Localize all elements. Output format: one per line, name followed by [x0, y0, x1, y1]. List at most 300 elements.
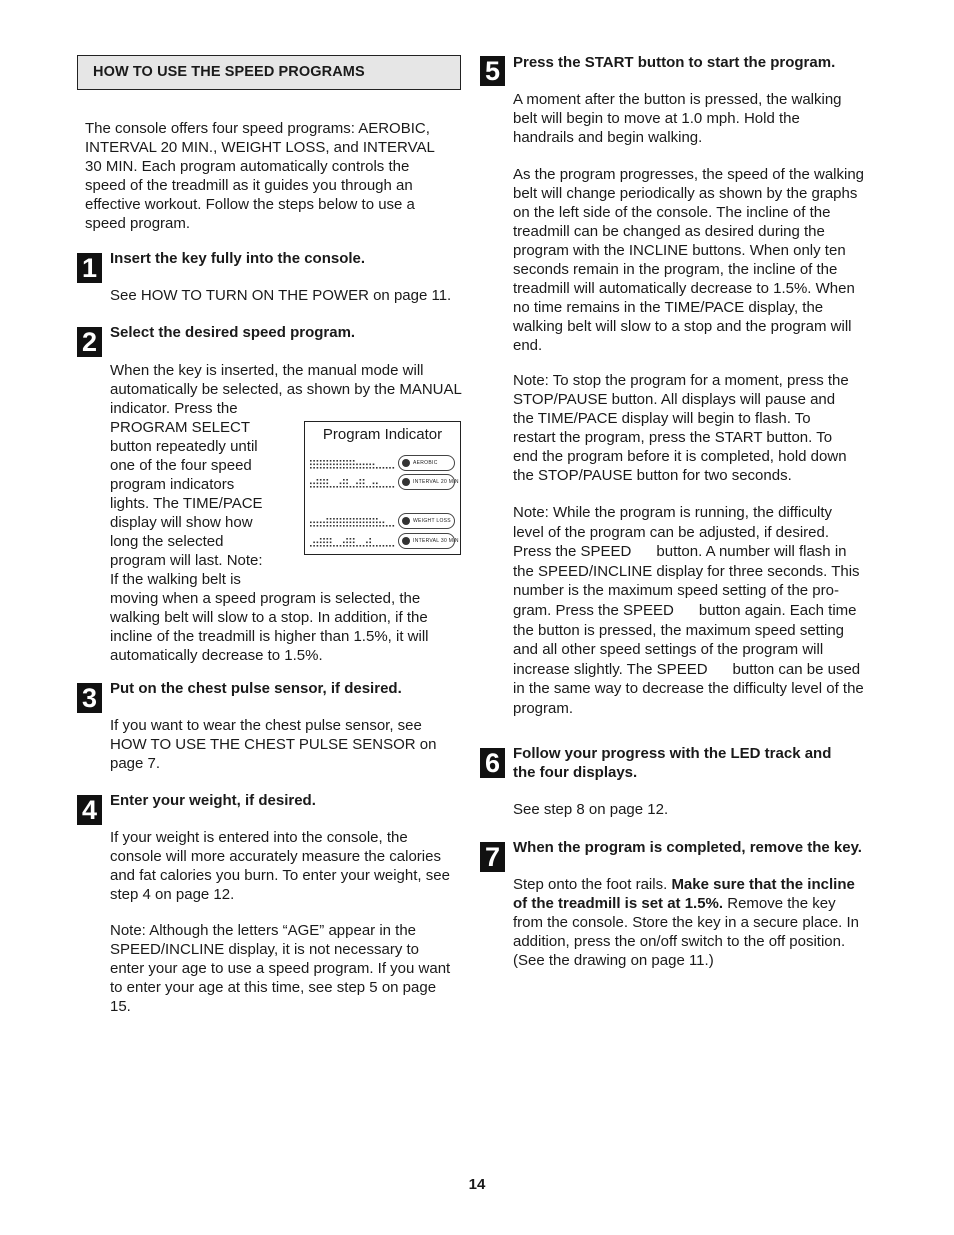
speed-profile-dot [336, 464, 338, 466]
speed-profile-dot [323, 525, 325, 527]
speed-profile-dot [383, 486, 385, 488]
speed-profile-dot [310, 483, 312, 485]
speed-profile-dot [376, 522, 378, 524]
step-7-emphasis: of the treadmill is set at 1.5%. [513, 895, 724, 912]
speed-profile-dot [383, 525, 385, 527]
step-4-line: console will more accurately measure the calories [110, 848, 441, 865]
step-5-line: As the program progresses, the speed of the walking [513, 166, 865, 183]
speed-profile-dot [369, 467, 371, 469]
speed-profile-dot [373, 464, 375, 466]
step-6-number: 6 [480, 748, 505, 778]
speed-profile-dot [346, 525, 348, 527]
speed-profile-dot [327, 479, 329, 481]
step-3-line: page 7. [110, 755, 161, 772]
speed-profile-dot [353, 525, 355, 527]
speed-profile-dot [323, 545, 325, 547]
speed-profile-dot [317, 486, 319, 488]
speed-profile-dot [356, 483, 358, 485]
speed-profile-dot [373, 545, 375, 547]
speed-profile-dot [313, 467, 315, 469]
speed-profile-dot [350, 518, 352, 520]
speed-profile-dot [343, 525, 345, 527]
speed-profile-dot [313, 545, 315, 547]
speed-profile-dot [343, 483, 345, 485]
speed-profile-dot [373, 486, 375, 488]
speed-profile-dot [320, 545, 322, 547]
program-row-aerobic [305, 454, 460, 472]
speed-profile-dot [383, 467, 385, 469]
step-7-number: 7 [480, 842, 505, 872]
speed-profile-dot [327, 525, 329, 527]
speed-profile-dot [350, 467, 352, 469]
step-5-line: Note: While the program is running, the difficulty [513, 504, 833, 521]
speed-profile-dot [366, 518, 368, 520]
speed-profile-dot [369, 464, 371, 466]
step-2-line: automatically be selected, as shown by the MANUAL [110, 381, 462, 398]
speed-profile-dot [346, 538, 348, 540]
speed-profile-dot [356, 486, 358, 488]
speed-profile-dot [379, 486, 381, 488]
step-3-line: HOW TO USE THE CHEST PULSE SENSOR on [110, 736, 437, 753]
speed-profile-dot [327, 464, 329, 466]
speed-profile-dot [336, 486, 338, 488]
speed-profile-dot [393, 486, 395, 488]
step-2-line: program will last. Note: [110, 552, 263, 569]
speed-profile-dot [356, 525, 358, 527]
speed-profile-dot [317, 464, 319, 466]
step-5-line: seconds remain in the program, the incline of the [513, 261, 838, 278]
speed-profile-dot [353, 464, 355, 466]
step-5-line: restart the program, press the START button. To [513, 429, 833, 446]
speed-profile-dot [386, 467, 388, 469]
step-2-heading: Select the desired speed program. [110, 324, 356, 341]
speed-profile-dot [356, 464, 358, 466]
indicator-light-icon [402, 459, 410, 467]
speed-profile-dot [389, 545, 391, 547]
speed-profile-dot [317, 483, 319, 485]
intro-line: INTERVAL 20 MIN., WEIGHT LOSS, and INTERVAL [85, 139, 435, 156]
speed-profile-dot [346, 486, 348, 488]
speed-profile-graph [308, 456, 398, 470]
speed-profile-dot [350, 542, 352, 544]
speed-profile-dot [323, 460, 325, 462]
indicator-light-icon [402, 478, 410, 486]
speed-profile-dot [363, 467, 365, 469]
step-2-line: automatically decrease to 1.5%. [110, 647, 323, 664]
speed-profile-dot [333, 486, 335, 488]
speed-profile-dot [310, 464, 312, 466]
speed-profile-dot [360, 483, 362, 485]
step-5-number: 5 [480, 56, 505, 86]
speed-profile-dot [353, 538, 355, 540]
speed-profile-dot [353, 467, 355, 469]
speed-profile-dot [340, 464, 342, 466]
speed-profile-dot [323, 479, 325, 481]
speed-profile-dot [317, 460, 319, 462]
step-5-line: treadmill will automatically decrease to 1.5%. When [513, 280, 855, 297]
speed-profile-dot [343, 522, 345, 524]
program-indicator-pill [398, 533, 459, 549]
step-1-number: 1 [77, 253, 102, 283]
speed-profile-dot [363, 525, 365, 527]
speed-profile-dot [317, 525, 319, 527]
section-title-box [77, 55, 461, 90]
program-label: AEROBIC [413, 460, 438, 466]
speed-profile-dot [313, 464, 315, 466]
speed-profile-dot [323, 467, 325, 469]
step-2-line: lights. The TIME/PACE [110, 495, 263, 512]
speed-profile-dot [340, 467, 342, 469]
speed-profile-dot [323, 522, 325, 524]
speed-profile-dot [336, 467, 338, 469]
section-title: HOW TO USE THE SPEED PROGRAMS [93, 64, 365, 80]
step-2-line: long the selected [110, 533, 224, 550]
speed-profile-dot [346, 483, 348, 485]
speed-profile-dot [383, 522, 385, 524]
speed-profile-dot [379, 525, 381, 527]
speed-profile-dot [333, 525, 335, 527]
speed-profile-dot [320, 467, 322, 469]
speed-profile-dot [340, 518, 342, 520]
speed-profile-dot [320, 538, 322, 540]
step-4-heading: Enter your weight, if desired. [110, 792, 316, 809]
step-5-line: end. [513, 337, 543, 354]
speed-profile-dot [343, 460, 345, 462]
speed-profile-dot [350, 464, 352, 466]
step-5-line: end the program before it is completed, hold down [513, 448, 847, 465]
speed-profile-dot [340, 460, 342, 462]
speed-profile-dot [330, 545, 332, 547]
step-6-body: See step 8 on page 12. [513, 801, 669, 818]
speed-profile-dot [340, 525, 342, 527]
step-5-line: in the same way to decrease the difficulty level of the [513, 680, 864, 698]
step-7-body [513, 875, 859, 970]
step-5-paragraph-4 [513, 503, 864, 719]
step-5-line: the STOP/PAUSE button for two seconds. [513, 467, 792, 484]
speed-profile-dot [313, 522, 315, 524]
program-indicator-pill [398, 513, 455, 529]
speed-profile-dot [360, 479, 362, 481]
program-label: INTERVAL 20 MIN [413, 479, 459, 485]
speed-profile-dot [330, 542, 332, 544]
speed-profile-dot [373, 518, 375, 520]
speed-profile-dot [343, 545, 345, 547]
step-5-line: gram. Press the SPEED button again. Each time [513, 601, 857, 619]
step-6-heading [513, 744, 831, 782]
intro-line: effective workout. Follow the steps below to use a [85, 196, 415, 213]
step-5-line: on the left side of the console. The incline of the [513, 204, 831, 221]
speed-profile-graph [308, 475, 398, 489]
speed-profile-dot [363, 522, 365, 524]
step-2-line: program indicators [110, 476, 235, 493]
speed-profile-dot [346, 467, 348, 469]
speed-profile-dot [393, 545, 395, 547]
speed-profile-dot [317, 545, 319, 547]
step-4-note-line: enter your age to use a speed program. If you want [110, 960, 451, 977]
speed-profile-dot [327, 542, 329, 544]
speed-profile-dot [343, 479, 345, 481]
speed-profile-dot [366, 467, 368, 469]
program-indicator-pill [398, 474, 459, 490]
speed-profile-dot [320, 542, 322, 544]
program-row-interval-20 [305, 473, 460, 491]
speed-profile-dot [353, 460, 355, 462]
speed-profile-dot [340, 545, 342, 547]
step-2-line: When the key is inserted, the manual mode will [110, 362, 424, 379]
step-5-paragraph-3 [513, 371, 849, 485]
speed-profile-dot [323, 464, 325, 466]
speed-profile-dot [320, 460, 322, 462]
speed-profile-dot [333, 522, 335, 524]
indicator-light-icon [402, 537, 410, 545]
speed-profile-dot [310, 467, 312, 469]
speed-profile-dot [330, 467, 332, 469]
speed-profile-dot [379, 545, 381, 547]
speed-profile-dot [313, 486, 315, 488]
speed-profile-dot [389, 525, 391, 527]
step-3-number: 3 [77, 683, 102, 713]
indicator-light-icon [402, 517, 410, 525]
speed-profile-dot [350, 460, 352, 462]
speed-profile-dot [389, 486, 391, 488]
speed-profile-dot [363, 479, 365, 481]
speed-profile-dot [346, 460, 348, 462]
step-6-heading-line: Follow your progress with the LED track and [513, 745, 832, 762]
step-2-line: one of the four speed [110, 457, 252, 474]
speed-profile-dot [333, 460, 335, 462]
speed-profile-dot [317, 467, 319, 469]
program-indicator-caption: Program Indicator [322, 426, 443, 443]
speed-profile-dot [346, 545, 348, 547]
step-5-line: increase slightly. The SPEED button can be used [513, 660, 861, 678]
speed-profile-dot [353, 542, 355, 544]
speed-profile-dot [330, 464, 332, 466]
speed-profile-dot [320, 479, 322, 481]
speed-profile-dot [376, 467, 378, 469]
program-label: WEIGHT LOSS [413, 518, 451, 524]
speed-profile-dot [360, 486, 362, 488]
step-7-line [513, 894, 859, 913]
speed-profile-dot [317, 542, 319, 544]
step-7-text: Step onto the foot rails. [513, 876, 672, 893]
program-indicator-pill [398, 455, 455, 471]
speed-profile-dot [336, 525, 338, 527]
speed-profile-dot [327, 518, 329, 520]
speed-profile-dot [366, 522, 368, 524]
speed-profile-dot [310, 525, 312, 527]
speed-profile-graph [308, 534, 398, 548]
step-5-heading: Press the START button to start the program. [513, 54, 836, 71]
speed-profile-dot [333, 518, 335, 520]
intro-line: speed of the treadmill as it guides you through an [85, 177, 413, 194]
step-7-line [513, 875, 859, 894]
speed-profile-dot [343, 464, 345, 466]
speed-profile-dot [353, 522, 355, 524]
speed-profile-dot [366, 525, 368, 527]
speed-profile-dot [317, 522, 319, 524]
speed-profile-dot [353, 486, 355, 488]
speed-profile-dot [350, 522, 352, 524]
speed-profile-dot [360, 525, 362, 527]
program-label: INTERVAL 30 MIN [413, 538, 459, 544]
program-row-weight-loss [305, 512, 460, 530]
step-2-line: button repeatedly until [110, 438, 258, 455]
speed-profile-dot [330, 525, 332, 527]
speed-profile-dot [373, 522, 375, 524]
speed-profile-dot [369, 545, 371, 547]
speed-profile-dot [363, 518, 365, 520]
step-1-body: See HOW TO TURN ON THE POWER on page 11. [110, 287, 452, 304]
speed-profile-dot [350, 525, 352, 527]
speed-profile-dot [320, 464, 322, 466]
speed-profile-dot [320, 486, 322, 488]
speed-profile-dot [353, 545, 355, 547]
speed-profile-dot [373, 467, 375, 469]
speed-profile-dot [386, 525, 388, 527]
speed-profile-dot [323, 538, 325, 540]
intro-paragraph [85, 119, 465, 233]
speed-profile-dot [327, 483, 329, 485]
step-3-line: If you want to wear the chest pulse sensor, see [110, 717, 422, 734]
speed-profile-dot [363, 464, 365, 466]
step-5-line: A moment after the button is pressed, the walking [513, 91, 842, 108]
step-2-line: moving when a speed program is selected, the [110, 590, 421, 607]
step-2-number: 2 [77, 327, 102, 357]
speed-profile-dot [350, 486, 352, 488]
speed-profile-dot [360, 522, 362, 524]
step-7-line: from the console. Store the key in a secure place. In [513, 914, 860, 931]
speed-profile-dot [386, 486, 388, 488]
speed-profile-dot [330, 538, 332, 540]
speed-profile-dot [379, 522, 381, 524]
speed-profile-dot [346, 479, 348, 481]
speed-profile-dot [333, 464, 335, 466]
speed-profile-dot [369, 525, 371, 527]
speed-profile-dot [389, 467, 391, 469]
step-5-line: program. [513, 699, 574, 717]
step-5-line: Press the SPEED button. A number will flash in [513, 543, 847, 561]
page-number: 14 [468, 1176, 486, 1193]
speed-profile-dot [330, 486, 332, 488]
speed-profile-dot [340, 522, 342, 524]
speed-profile-dot [369, 522, 371, 524]
step-1-heading: Insert the key fully into the console. [110, 250, 366, 267]
speed-profile-dot [327, 486, 329, 488]
speed-profile-dot [360, 545, 362, 547]
speed-profile-dot [350, 545, 352, 547]
speed-profile-dot [376, 486, 378, 488]
speed-profile-dot [333, 545, 335, 547]
step-5-line: no time remains in the TIME/PACE display, the [513, 299, 824, 316]
step-5-line: belt will change periodically as shown by the graphs [513, 185, 858, 202]
step-6-heading-line: the four displays. [513, 764, 638, 781]
step-5-line: the TIME/PACE display will begin to flash. To [513, 410, 811, 427]
step-5-line: belt will begin to move at 1.0 mph. Hold the [513, 110, 800, 127]
speed-profile-dot [363, 545, 365, 547]
step-5-line: and all other speed settings of the program will [513, 641, 824, 659]
step-4-note-line: to enter your age at this time, see step 5 on page [110, 979, 437, 996]
speed-profile-dot [376, 525, 378, 527]
speed-profile-dot [376, 545, 378, 547]
speed-profile-dot [340, 486, 342, 488]
step-4-note-line: Note: Although the letters “AGE” appear in the [110, 922, 417, 939]
speed-profile-dot [323, 542, 325, 544]
speed-profile-dot [366, 542, 368, 544]
step-3-body [110, 716, 436, 773]
step-4-number: 4 [77, 795, 102, 825]
speed-profile-dot [346, 522, 348, 524]
speed-profile-dot [310, 486, 312, 488]
speed-profile-dot [393, 525, 395, 527]
speed-profile-dot [376, 483, 378, 485]
step-7-heading: When the program is completed, remove the key. [513, 839, 862, 856]
step-4-note-line: 15. [110, 998, 131, 1015]
step-4-line: step 4 on page 12. [110, 886, 235, 903]
speed-profile-dot [356, 522, 358, 524]
step-5-line: level of the program can be adjusted, if desired. [513, 523, 830, 541]
step-5-line: the button is pressed, the maximum speed setting [513, 621, 845, 639]
program-row-interval-30 [305, 532, 460, 550]
step-4-line: If your weight is entered into the console, the [110, 829, 408, 846]
speed-profile-dot [386, 545, 388, 547]
speed-profile-dot [369, 538, 371, 540]
step-4-body [110, 828, 450, 904]
speed-profile-dot [330, 522, 332, 524]
speed-profile-dot [340, 483, 342, 485]
speed-profile-dot [310, 545, 312, 547]
speed-profile-dot [360, 518, 362, 520]
step-2-line: walking belt will slow to a stop. In addition, if the [110, 609, 428, 626]
speed-profile-dot [346, 542, 348, 544]
speed-profile-dot [363, 483, 365, 485]
speed-profile-dot [360, 467, 362, 469]
step-5-paragraph-1 [513, 90, 842, 147]
speed-profile-dot [353, 518, 355, 520]
speed-profile-dot [317, 479, 319, 481]
speed-profile-dot [327, 522, 329, 524]
step-5-line: walking belt will slow to a stop and the program will [513, 318, 852, 335]
step-7-line: addition, press the on/off switch to the off position. [513, 933, 846, 950]
step-5-line: Note: To stop the program for a moment, press the [513, 372, 849, 389]
intro-line: The console offers four speed programs: AEROBIC, [85, 120, 430, 137]
step-2-line: indicator. Press the [110, 400, 238, 417]
step-2-line: PROGRAM SELECT [110, 419, 251, 436]
step-5-paragraph-2 [513, 165, 864, 355]
speed-profile-dot [336, 518, 338, 520]
speed-profile-dot [323, 486, 325, 488]
speed-profile-dot [327, 467, 329, 469]
speed-profile-dot [330, 518, 332, 520]
speed-profile-graph [308, 514, 398, 528]
speed-profile-dot [343, 467, 345, 469]
speed-profile-dot [346, 464, 348, 466]
step-5-line: treadmill can be changed as desired during the [513, 223, 825, 240]
step-7-text: Remove the key [723, 895, 836, 912]
speed-profile-dot [356, 518, 358, 520]
speed-profile-dot [393, 467, 395, 469]
speed-profile-dot [313, 460, 315, 462]
speed-profile-dot [373, 483, 375, 485]
step-7-line: (See the drawing on page 11.) [513, 952, 714, 969]
speed-profile-dot [369, 518, 371, 520]
speed-profile-dot [376, 518, 378, 520]
speed-profile-dot [366, 545, 368, 547]
speed-profile-dot [327, 545, 329, 547]
intro-line: 30 MIN. Each program automatically controls the [85, 158, 410, 175]
speed-profile-dot [363, 486, 365, 488]
speed-profile-dot [327, 460, 329, 462]
speed-profile-dot [327, 538, 329, 540]
